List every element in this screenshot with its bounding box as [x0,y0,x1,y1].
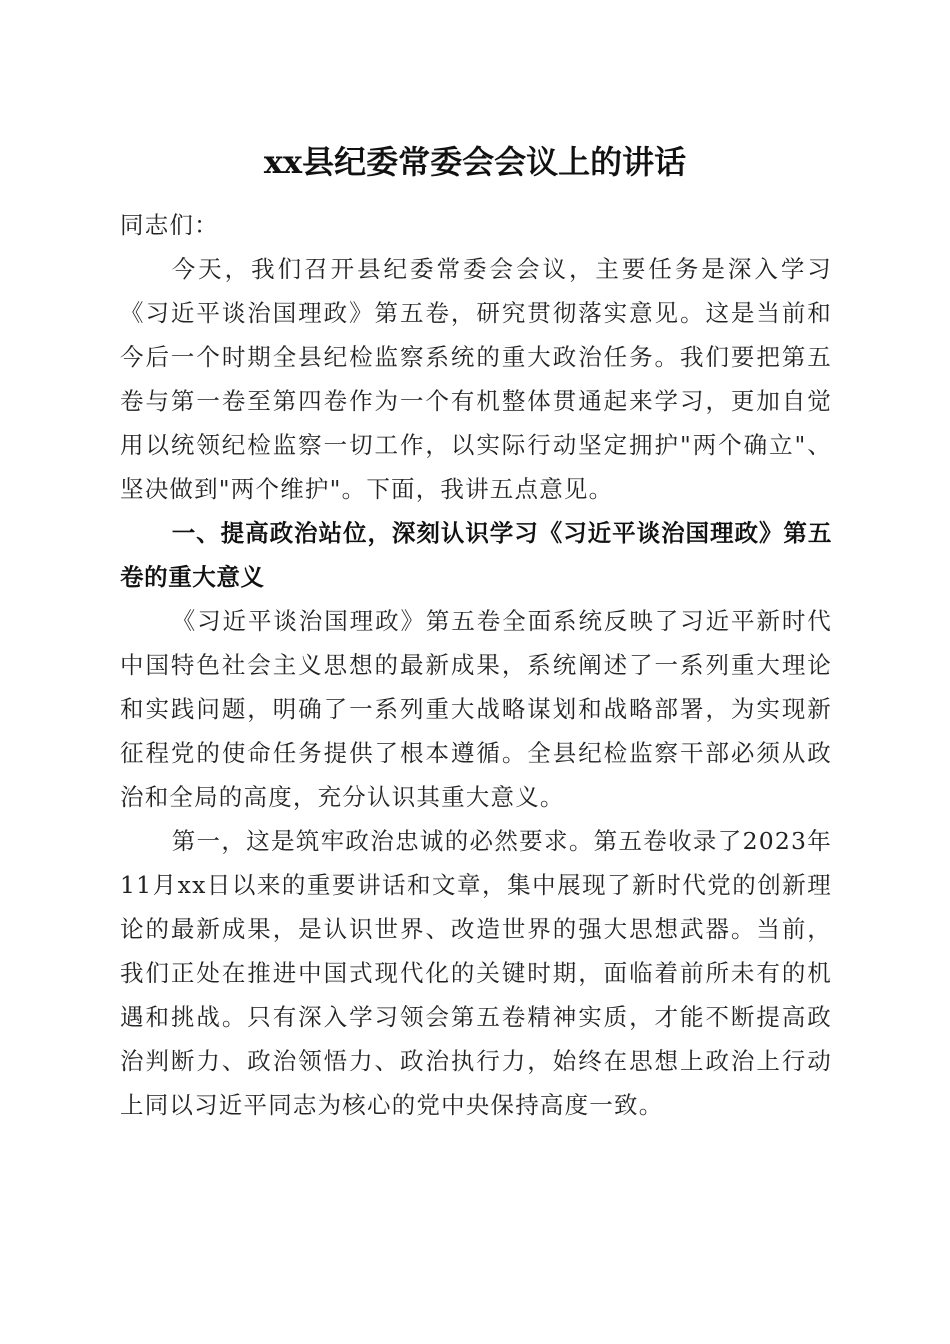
section-1-heading: 一、提高政治站位，深刻认识学习《习近平谈治国理政》第五卷的重大意义 [120,519,832,591]
intro-paragraph: 今天，我们召开县纪委常委会会议，主要任务是深入学习《习近平谈治国理政》第五卷，研究贯彻落实意见。这是当前和今后一个时期全县纪检监察系统的重大政治任务。我们要把第五卷与第一卷至第四卷作为一个有机整体贯通起来学习，更加自觉用以统领纪检监察一切工作，以实际行动坚定拥护"两个确立"、坚决做到"两个维护"。下面，我讲五点意见。 [120,255,832,503]
salutation: 同志们： [120,211,219,239]
document-body [120,203,832,1127]
document-title: xx县纪委常委会会议上的讲话 [263,143,687,181]
section-1-paragraph-2: 第一，这是筑牢政治忠诚的必然要求。第五卷收录了2023年11月xx日以来的重要讲话和文章，集中展现了新时代党的创新理论的最新成果，是认识世界、改造世界的强大思想武器。当前，我们正处在推进中国式现代化的关键时期，面临着前所未有的机遇和挑战。只有深入学习领会第五卷精神实质，才能不断提高政治判断力、政治领悟力、政治执行力，始终在思想上政治上行动上同以习近平同志为核心的党中央保持高度一致。 [120,827,832,1119]
section-1-paragraph-1: 《习近平谈治国理政》第五卷全面系统反映了习近平新时代中国特色社会主义思想的最新成果，系统阐述了一系列重大理论和实践问题，明确了一系列重大战略谋划和战略部署，为实现新征程党的使命任务提供了根本遵循。全县纪检监察干部必须从政治和全局的高度，充分认识其重大意义。 [120,607,832,811]
